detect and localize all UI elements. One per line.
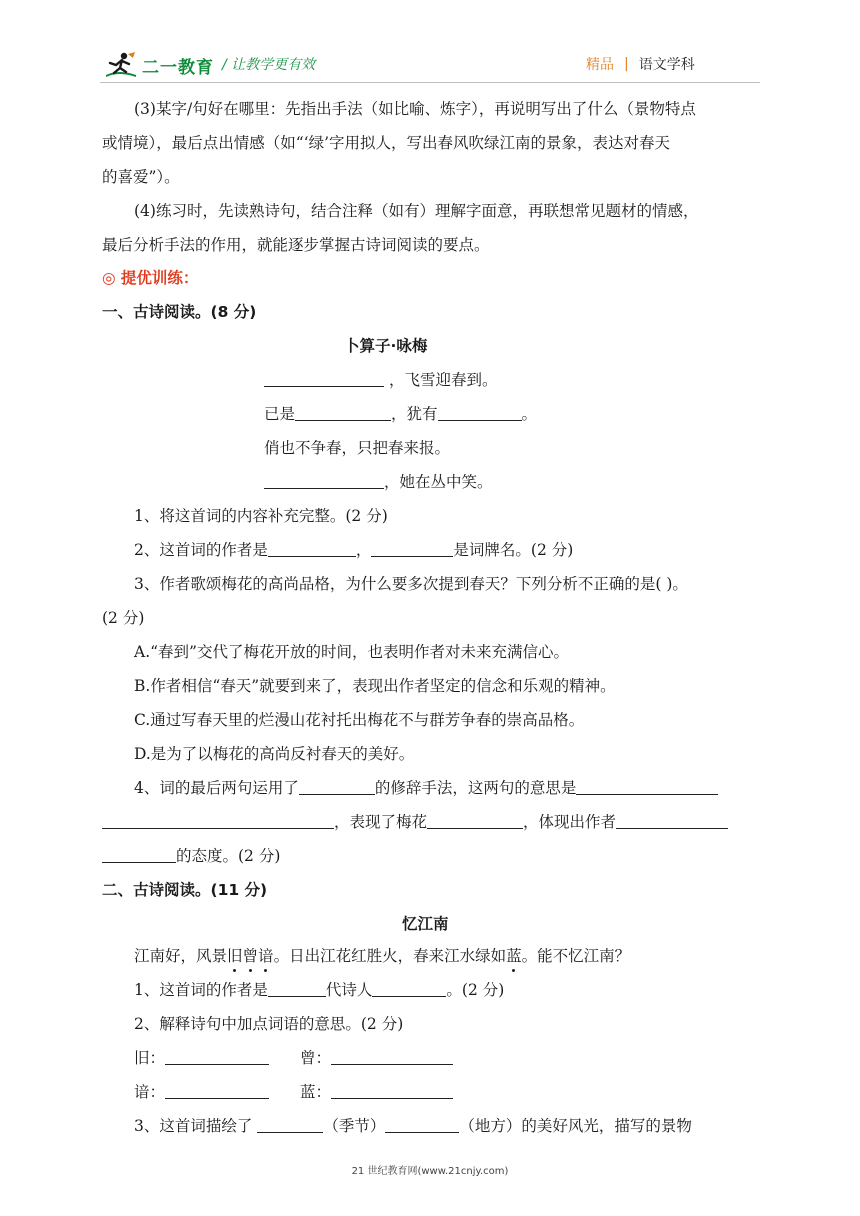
answer-blank[interactable]: [268, 980, 326, 997]
s1-question2: [134, 540, 573, 560]
s2-q3-b: （季节）: [323, 1117, 386, 1135]
poem1-line3: 俏也不争春，只把春来报。: [264, 439, 451, 457]
dotted-word-jiu: 旧: [227, 947, 243, 965]
option-b: B.作者相信“春天”就要到来了，表现出作者坚定的信念和乐观的精神。: [134, 677, 616, 695]
answer-blank[interactable]: [371, 540, 453, 557]
s2-q3-a: 3、这首词描绘了: [134, 1117, 253, 1135]
poem1-line1: [264, 370, 497, 390]
logo: [104, 50, 214, 80]
answer-blank[interactable]: [299, 778, 375, 795]
intro-p3-line3: 的喜爱”）。: [102, 168, 180, 186]
s1-q4-e: 的态度。(2 分): [176, 847, 281, 865]
word-lan-label: 蓝：: [300, 1083, 332, 1101]
word-row-1b: [300, 1048, 453, 1068]
s1-q4-b: 的修辞手法，这两句的意思是: [374, 779, 577, 797]
word-row-1: [134, 1048, 269, 1068]
s1-question4-line2: [102, 812, 728, 832]
answer-blank[interactable]: [165, 1082, 269, 1099]
answer-blank[interactable]: [331, 1082, 453, 1099]
s2-q1-a: 1、这首词的作者是: [134, 981, 268, 999]
intro-p4-line2: 最后分析手法的作用，就能逐步掌握古诗词阅读的要点。: [102, 236, 490, 254]
s1-q2-a: 2、这首词的作者是: [134, 541, 268, 559]
answer-blank[interactable]: [264, 370, 384, 387]
dotted-word-an: 谙: [258, 947, 274, 965]
dotted-word-ceng: 曾: [242, 947, 259, 965]
page-footer: 21 世纪教育网(www.21cnjy.com): [351, 1166, 509, 1177]
s2-q1-c: 。(2 分): [446, 981, 505, 999]
answer-blank[interactable]: [372, 980, 446, 997]
tag-separator: |: [624, 56, 629, 72]
answer-blank[interactable]: [616, 812, 728, 829]
answer-blank[interactable]: [102, 846, 176, 863]
poem2-title: 忆江南: [402, 915, 449, 933]
s1-q2-c: 是词牌名。(2 分): [453, 541, 574, 559]
s1-question3-line2: (2 分): [102, 609, 145, 627]
answer-blank[interactable]: [576, 778, 718, 795]
section2-heading: 二、古诗阅读。(11 分): [102, 881, 268, 899]
header-tags: [586, 54, 695, 74]
s1-question4-line3: [102, 846, 280, 866]
s2-q3-c: （地方）的美好风光，描写的景物: [459, 1117, 692, 1135]
poem1-title: 卜算子·咏梅: [344, 337, 428, 355]
word-ceng-label: 曾：: [300, 1049, 332, 1067]
answer-blank[interactable]: [295, 404, 391, 421]
poem1-line2-c: 。: [521, 405, 538, 423]
s1-question3-line1: 3、作者歌颂梅花的高尚品格，为什么要多次提到春天？下列分析不正确的是( )。: [134, 575, 688, 593]
s1-q4-d: ，体现出作者: [523, 813, 617, 831]
training-heading: ◎ 提优训练：: [102, 269, 199, 287]
poem1-line1-text: ，飞雪迎春到。: [388, 371, 498, 389]
poem2-text: [134, 946, 630, 966]
answer-blank[interactable]: [427, 812, 523, 829]
poem2-c: 。能不忆江南？: [521, 947, 631, 965]
header-divider: [100, 82, 760, 83]
s1-q4-a: 4、词的最后两句运用了: [134, 779, 299, 797]
word-row-2: [134, 1082, 269, 1102]
logo-text: 二一教育: [142, 57, 214, 78]
word-row-2b: [300, 1082, 453, 1102]
intro-p4-line1: (4)练习时，先读熟诗句，结合注释（如有）理解字面意，再联想常见题材的情感，: [134, 202, 699, 220]
s1-question4-line1: [134, 778, 718, 798]
answer-blank[interactable]: [438, 404, 522, 421]
runner-logo-icon: [104, 51, 138, 79]
section1-heading: 一、古诗阅读。(8 分): [102, 303, 257, 321]
s1-q2-b: ，: [355, 541, 372, 559]
poem1-line4: [264, 472, 493, 492]
answer-blank[interactable]: [331, 1048, 453, 1065]
s2-question3: [134, 1116, 692, 1136]
s2-question1: [134, 980, 504, 1000]
answer-blank[interactable]: [268, 540, 356, 557]
dotted-word-lan: 蓝: [506, 947, 522, 965]
option-c: C.通过写春天里的烂漫山花衬托出梅花不与群芳争春的崇高品格。: [134, 711, 585, 729]
s2-question2: 2、解释诗句中加点词语的意思。(2 分): [134, 1015, 404, 1033]
word-an-label: 谙：: [134, 1083, 166, 1101]
word-jiu-label: 旧：: [134, 1049, 166, 1067]
poem1-line2: [264, 404, 537, 424]
s1-q4-c: ，表现了梅花: [334, 813, 428, 831]
s1-question1: 1、将这首词的内容补充完整。(2 分): [134, 507, 388, 525]
option-a: A.“春到”交代了梅花开放的时间，也表明作者对未来充满信心。: [134, 643, 569, 661]
poem1-line2-a: 已是: [264, 405, 296, 423]
intro-p3-line2: 或情境），最后点出情感（如“‘绿’字用拟人，写出春风吹绿江南的景象，表达对春天: [102, 134, 671, 152]
subject-tag: 语文学科: [638, 57, 695, 73]
answer-blank[interactable]: [264, 472, 384, 489]
option-d: D.是为了以梅花的高尚反衬春天的美好。: [134, 745, 415, 763]
premium-tag: 精品: [586, 57, 614, 73]
poem1-line4-text: ，她在丛中笑。: [384, 473, 493, 491]
poem2-b: 。日出江花红胜火，春来江水绿如: [273, 947, 507, 965]
poem1-line2-b: ，犹有: [391, 405, 438, 423]
answer-blank[interactable]: [165, 1048, 269, 1065]
page-header: [0, 0, 860, 90]
answer-blank[interactable]: [257, 1116, 323, 1133]
s2-q1-b: 代诗人: [325, 981, 373, 999]
intro-p3-line1: (3)某字/句好在哪里：先指出手法（如比喻、炼字），再说明写出了什么（景物特点: [134, 100, 696, 118]
poem2-a: 江南好，风景: [134, 947, 228, 965]
answer-blank[interactable]: [102, 812, 334, 829]
slogan: / 让教学更有效: [222, 57, 316, 73]
answer-blank[interactable]: [385, 1116, 459, 1133]
